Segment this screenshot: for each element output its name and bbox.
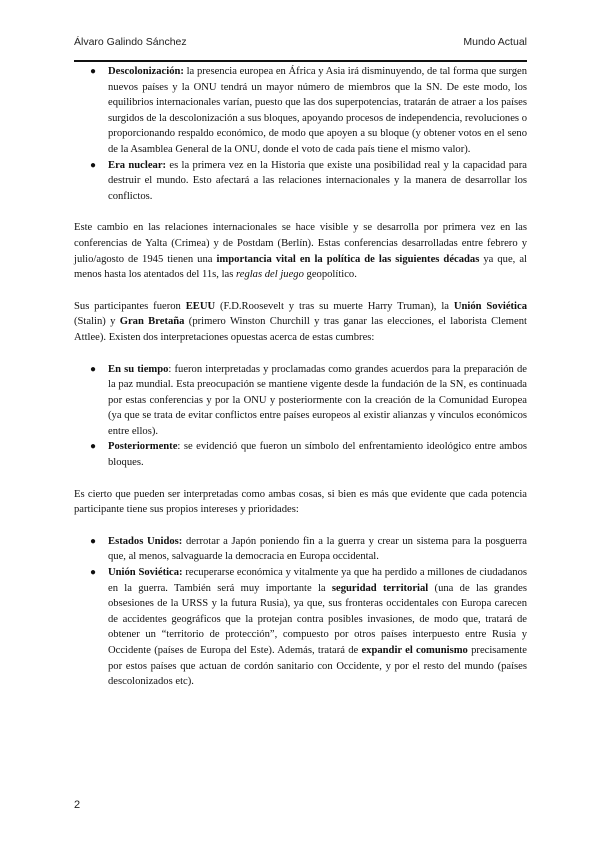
paragraph-text: (primero Winston Churchill y tras ganar las elecciones, el laborista Clement Attlee). Existen dos interpretaciones opuestas acerca de estas cumbres:	[74, 316, 527, 343]
list-item-term: Era nuclear:	[108, 159, 167, 171]
list-item-text: (una de las grandes obsesiones de la URSS y la futura Rusia), ya que, sus fronteras occidentales con Europa carecen de accidentes geográficos que la protejan contra posibles invasiones, de modo que, tratará de obtener un “territorio de protección”, compuesto por otros países interpuesto entre Rusia y Occidente (países de Europa del Este). Además, tratará de	[108, 582, 527, 656]
list-item-text: : se evidenció que fueron un símbolo del enfrentamiento ideológico entre ambos bloques.	[108, 441, 527, 469]
list-item-text: : fueron interpretadas y proclamadas como grandes acuerdos para la preparación de la paz mundial. Esta preocupación se mantiene vigente desde la fundación de la SN, es continuada por estas conferencias y por la ONU y posteriormente con la creación de la Comunidad Europea (ya que se trata de evitar conflictos entre países europeos al existir alianzas y vínculos económicos entre ellos).	[108, 363, 527, 437]
emphasis-text: EEUU	[185, 300, 216, 312]
bullet-icon: ●	[90, 159, 97, 171]
paragraph-participants	[74, 299, 527, 346]
list-item-text: la presencia europea en África y Asia irá disminuyendo, de tal forma que surgen nuevos países y la ONU tendrá un mayor número de miembros que la SN. De este modo, los equilibrios internacionales varían, puesto que las dos superpotencias, tratarán de atraer a los países surgidos de la descolonización a sus bloques, apoyando procesos de independencia, revoluciones o proporcionando respaldo económico, de modo que apoyen a su bloque (y obtener votos en el seno de la Asamblea General de la ONU, donde el voto de cada país tiene el mismo valor).	[108, 66, 527, 155]
list-item-term: Unión Soviética:	[108, 567, 183, 579]
paragraph-interests: Es cierto que pueden ser interpretadas como ambas cosas, si bien es más que evidente que cada potencia participante tiene sus propios intereses y prioridades:	[74, 488, 527, 516]
page-content	[74, 64, 527, 690]
list-item	[74, 64, 527, 158]
list-item-term: Estados Unidos:	[108, 535, 183, 547]
emphasis-text: Unión Soviética	[453, 300, 527, 312]
list-item	[74, 362, 527, 440]
paragraph-text: Sus participantes fueron	[74, 300, 186, 312]
bullet-list-interpretations	[74, 362, 527, 471]
emphasis-text: seguridad territorial	[331, 582, 429, 594]
list-item-term: En su tiempo	[108, 363, 169, 375]
paragraph-text: Este cambio en las relaciones internacionales se hace visible y se desarrolla por primera vez en las conferencias de Yalta (Crimea) y de Postdam (Berlín). Estas conferencias desarrolladas entre febrero y julio/agosto de 1945 tienen una	[74, 222, 527, 265]
list-item	[74, 534, 527, 565]
paragraph-text: ya que, al menos hasta los atentados del 11s, las	[74, 253, 527, 281]
list-item-text: es la primera vez en la Historia que existe una posibilidad real y la capacidad para destruir el mundo. Esto afectará a las relaciones internacionales y la manera de desarrollar los conflictos.	[108, 159, 527, 202]
list-item-text: recuperarse económica y vitalmente ya que ha perdido a millones de ciudadanos en la guerra. También será muy importante la	[108, 567, 528, 594]
list-item	[74, 158, 527, 205]
emphasis-text: expandir el comunismo	[361, 645, 468, 656]
bullet-list-powers	[74, 534, 527, 690]
header-subject: Mundo Actual	[463, 36, 527, 48]
emphasis-text: Gran Bretaña	[119, 316, 185, 328]
page-number: 2	[74, 799, 81, 811]
list-item-term: Posteriormente	[108, 441, 178, 453]
bullet-icon: ●	[90, 66, 97, 77]
paragraph-conferences	[74, 220, 527, 282]
list-item-text: derrotar a Japón poniendo fin a la guerra y crear un sistema para la posguerra que, al menos, salvaguarde la democracia en Europa occidental.	[108, 535, 527, 563]
paragraph-text: geopolítico.	[303, 269, 357, 281]
list-item-term: Descolonización:	[108, 66, 184, 77]
list-item	[74, 565, 527, 690]
bullet-icon: ●	[90, 535, 97, 547]
emphasis-text: importancia vital en la política de las siguientes décadas	[216, 253, 480, 265]
header-rule	[74, 60, 527, 62]
list-item	[74, 439, 527, 470]
paragraph-text: (Stalin) y	[74, 316, 120, 328]
italic-text: reglas del juego	[236, 269, 304, 281]
bullet-list-consequences	[74, 64, 527, 204]
header-author: Álvaro Galindo Sánchez	[74, 36, 187, 48]
page-header	[74, 36, 527, 52]
bullet-icon: ●	[90, 441, 97, 453]
list-item-text: precisamente por estos países que actuan de cordón sanitario con Occidente, y por el resto del mundo (países descolonizados etc).	[108, 645, 527, 688]
bullet-icon: ●	[90, 363, 97, 375]
bullet-icon: ●	[90, 567, 97, 579]
paragraph-text: (F.D.Roosevelt y tras su muerte Harry Truman), la	[215, 300, 454, 312]
